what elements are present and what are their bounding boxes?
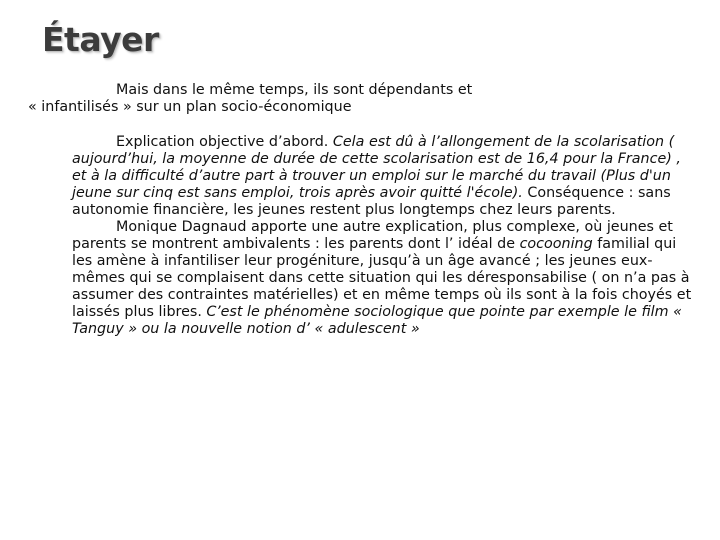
paragraph-dependence-line-2: « infantilisés » sur un plan socio-économique [28,99,352,115]
dagnaud-text-a: Monique Dagnaud apporte une autre explication, plus complexe, où jeunes et parents se montrent ambivalents : les parents dont l’ idéal de [72,219,673,252]
explanation-consequence: Conséquence : sans autonomie financière, les jeunes restent plus longtemps chez leurs parents. [72,185,671,218]
paragraph-explanation [72,134,692,219]
slide-body [28,82,692,338]
paragraph-dependence-line-1: Mais dans le même temps, ils sont dépendants et [116,82,473,98]
paragraph-dagnaud [72,219,692,338]
explanation-intro: Explication objective d’abord. [116,134,333,150]
explanation-italic-text: Cela est dû à l’allongement de la scolarisation ( aujourd’hui, la moyenne de durée de cette scolarisation est de 16,4 pour la France) , et à la difficulté d’autre part à trouver un emploi sur le marché du travail (Plus d'un jeune sur cinq est sans emploi, trois après avoir quitté l'école). [72,134,681,201]
paragraph-dependence [28,82,692,116]
slide-title: Étayer [42,20,159,59]
tanguy-example: C’est le phénomène sociologique que pointe par exemple le film « Tanguy » ou la nouvelle notion d’ « adulescent » [72,304,682,337]
dagnaud-text-b: familial qui les amène à infantiliser leur progéniture, jusqu’à un âge avancé ; les jeunes eux-mêmes qui se complaisent dans cette situation qui les déresponsabilise ( on n’a pas à assumer des contraintes matérielles) et en même temps où ils sont à la fois choyés et laissés plus libres. [72,236,692,320]
cocooning-term: cocooning [519,236,593,252]
